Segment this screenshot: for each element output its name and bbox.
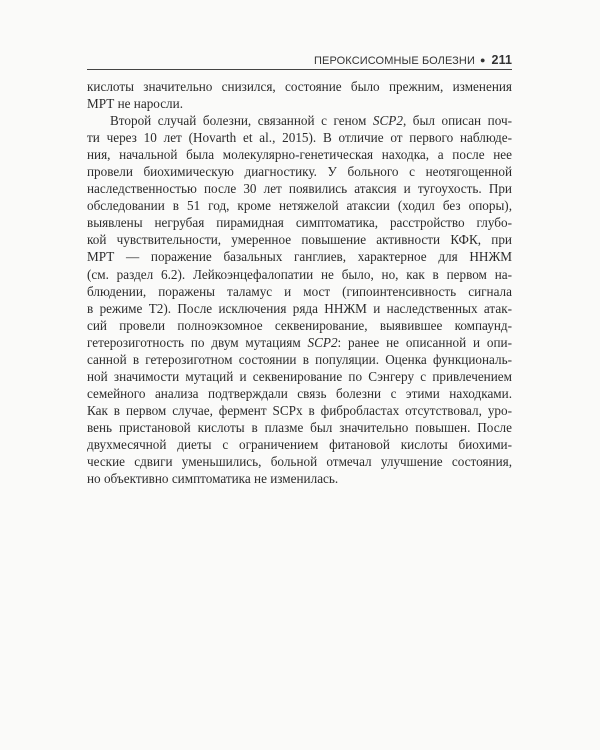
text-line: блюдении, поражены таламус и мост (гипоинтенсивность сигнала [87,283,512,299]
text-line: кислоты значительно снизился, состояние было прежним, изменения [87,79,512,94]
text-run: : ранее не описанной и опи- [337,334,512,350]
text-run: , был описан поч- [402,113,512,129]
text-line: кой чувствительности, умеренное повышение активности КФК, при [87,232,512,248]
text-run: гетерозиготность по двум мутациям [87,334,308,350]
text-line: ния, начальной была молекулярно-генетическая находка, а после нее [87,147,512,163]
text-line: наследственностью после 30 лет появились атаксия и тугоухость. При [87,181,512,197]
bullet-separator: ● [479,55,486,65]
text-line: ной значимости мутаций и секвенирование по Сэнгеру с привлечением [87,368,512,384]
paragraph [87,112,512,487]
text-line: ти через 10 лет (Hovarth et al., 2015). В отличие от первого наблюде- [87,130,512,146]
text-line: выявлены негрубая пирамидная симптоматика, расстройство глубо- [87,215,512,231]
gene-name: SCP2 [307,334,338,350]
body-text [87,78,512,487]
text-line: ческие сдвиги уменьшились, больной отмечал улучшение состояния, [87,454,512,470]
text-line: сий провели полноэкзомное секвенирование, выявившее компаунд- [87,317,512,333]
paragraph [87,78,512,112]
text-line: (см. раздел 6.2). Лейкоэнцефалопатии не было, но, как в первом на- [87,266,512,282]
text-line: вень пристановой кислоты в плазме был значительно повышен. После [87,419,512,435]
text-line: МРТ не наросли. [87,96,183,112]
running-title: ПЕРОКСИСОМНЫЕ БОЛЕЗНИ [314,55,475,67]
text-line: но объективно симптоматика не изменилась. [87,471,339,487]
text-line: обследовании в 51 год, кроме нетяжелой атаксии (ходил без опоры), [87,198,512,214]
text-line [87,334,512,351]
text-line: двухмесячной диеты с ограничением фитановой кислоты биохими- [87,436,512,452]
text-run: Второй случай болезни, связанной с геном [110,113,373,129]
text-line [87,112,512,129]
text-line: в режиме Т2). После исключения ряда ННЖМ и наследственных атак- [87,300,512,316]
page-number: 211 [491,53,512,67]
text-line: МРТ — поражение базальных ганглиев, характерное для ННЖМ [87,249,512,265]
text-line: провели биохимическую диагностику. У больного с неотягощенной [87,164,512,180]
running-header-text [314,53,512,67]
gene-name: SCP2 [372,113,403,129]
text-line: санной в гетерозиготном состоянии в популяции. Оценка функциональ- [87,351,512,367]
running-header [87,50,512,70]
text-line: Как в первом случае, фермент SCPх в фибробластах отсутствовал, уро- [87,402,512,418]
header-rule [87,69,512,70]
text-line: семейного анализа подтверждали связь болезни с этими находками. [87,385,512,401]
